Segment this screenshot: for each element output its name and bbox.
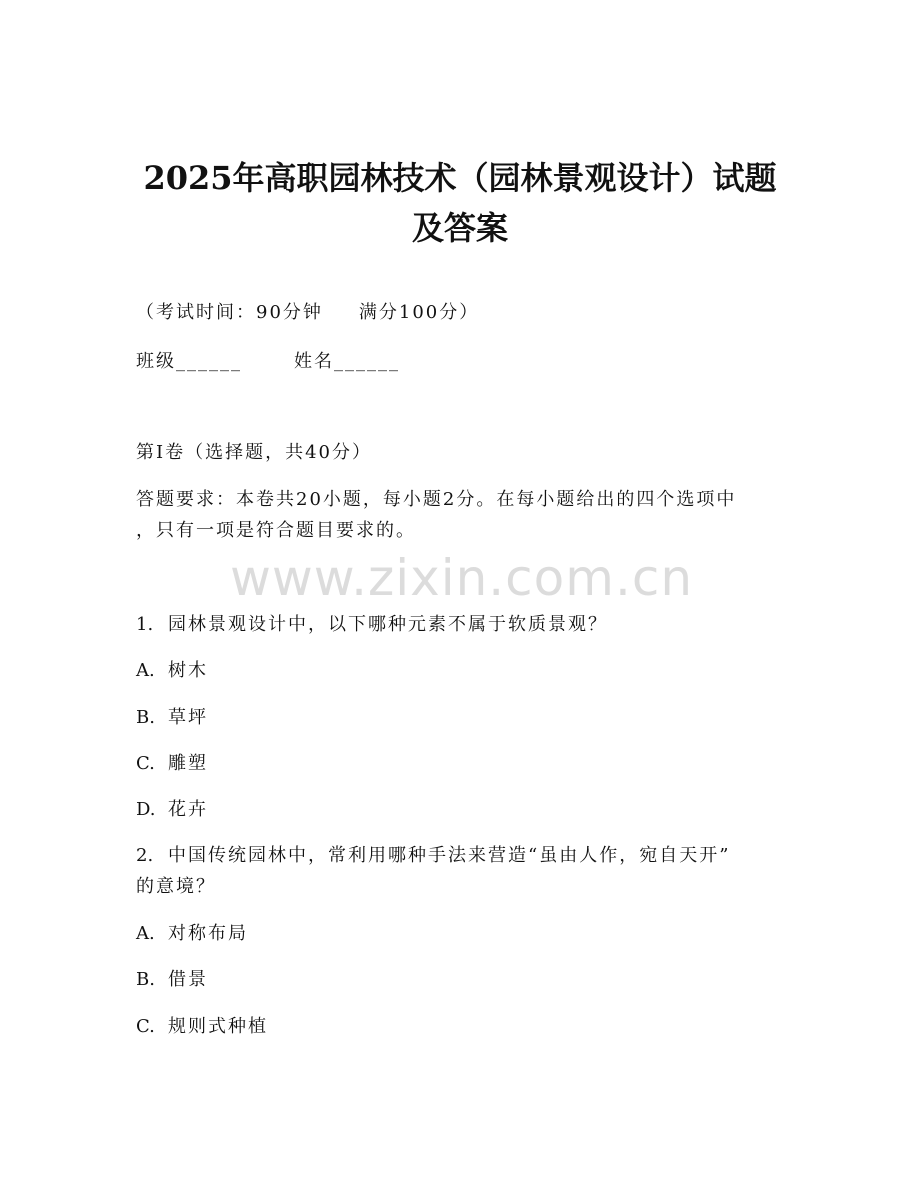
watermark: www.zixin.com.cn: [230, 549, 694, 607]
question-text: 中国传统园林中，常利用哪种手法来营造“虽由人作，宛自天开”: [168, 845, 731, 866]
student-fields: [136, 349, 400, 375]
option-text: 树木: [168, 660, 208, 681]
question-1: [136, 612, 608, 638]
question-text: 园林景观设计中，以下哪种元素不属于软质景观？: [168, 614, 608, 635]
option-label: D.: [136, 799, 156, 820]
option-label: C.: [136, 753, 155, 774]
option-text: 草坪: [168, 707, 208, 728]
option-label: C.: [136, 1016, 155, 1037]
question-1-option-d: [136, 797, 208, 823]
option-text: 对称布局: [168, 923, 248, 944]
question-2-option-c: [136, 1014, 268, 1040]
document-title-line-2: 及答案: [411, 209, 508, 247]
exam-time: （考试时间：90分钟: [136, 302, 323, 323]
option-label: B.: [136, 707, 155, 728]
question-2-continued: 的意境？: [136, 876, 216, 897]
exam-score: 满分100分）: [358, 302, 480, 323]
question-2-option-b: [136, 967, 208, 993]
section-heading: 第I卷（选择题，共40分）: [136, 442, 373, 463]
name-field: 姓名______: [294, 351, 400, 372]
section-instruction-line-2: ，只有一项是符合题目要求的。: [136, 520, 416, 541]
document-title-line-1: 2025年高职园林技术（园林景观设计）试题: [143, 159, 777, 197]
question-number: 1.: [136, 614, 154, 635]
question-2-option-a: [136, 921, 248, 947]
question-number: 2.: [136, 845, 154, 866]
question-1-option-c: [136, 751, 208, 777]
exam-info: [136, 300, 479, 326]
option-label: B.: [136, 969, 155, 990]
option-label: A.: [136, 660, 155, 681]
question-1-option-a: [136, 658, 208, 684]
option-text: 规则式种植: [168, 1016, 268, 1037]
option-text: 雕塑: [168, 753, 208, 774]
question-1-option-b: [136, 705, 208, 731]
class-field: 班级______: [136, 351, 242, 372]
option-text: 花卉: [168, 799, 208, 820]
option-label: A.: [136, 923, 155, 944]
question-2: [136, 843, 730, 869]
section-instruction-line-1: 答题要求：本卷共20小题，每小题2分。在每小题给出的四个选项中: [136, 489, 737, 510]
option-text: 借景: [168, 969, 208, 990]
